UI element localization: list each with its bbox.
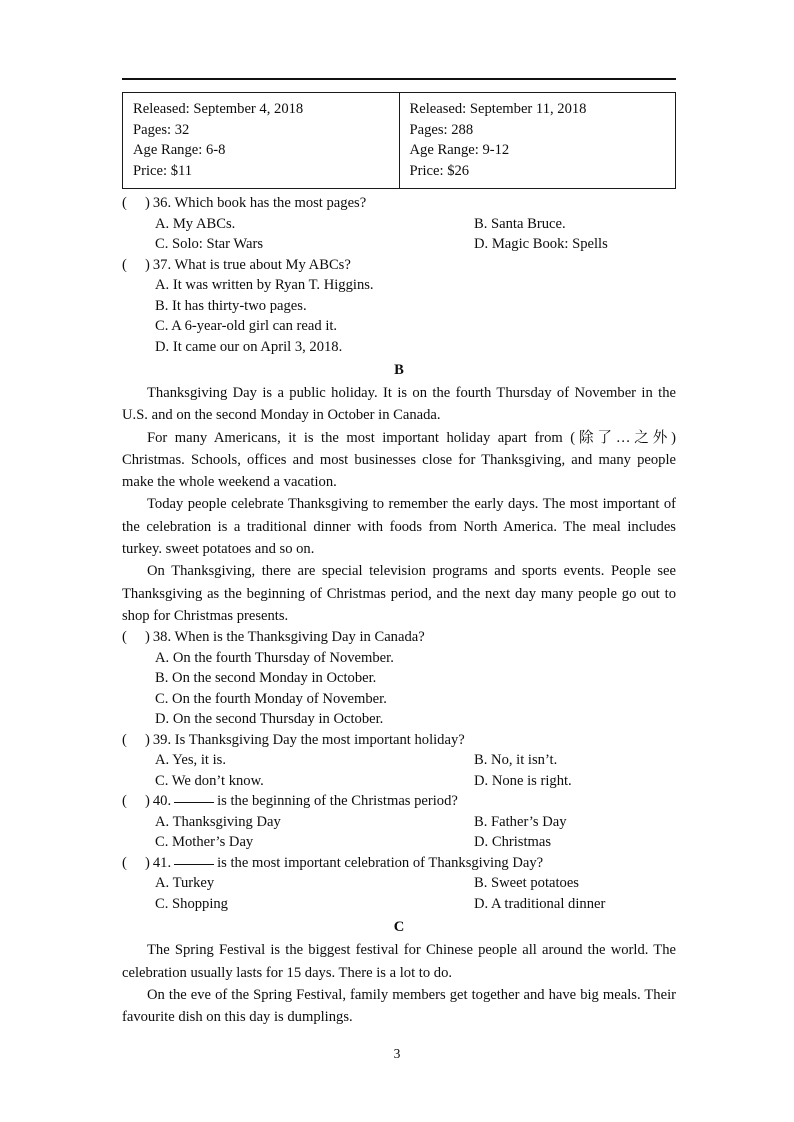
answer-bracket-open-37: ( [122,256,127,273]
question-37-option-c[interactable]: C. A 6-year-old girl can read it. [155,318,338,334]
question-36 [122,193,676,255]
question-39-option-a[interactable]: A. Yes, it is. [155,752,226,769]
question-36-option-d[interactable]: D. Magic Book: Spells [474,236,608,252]
question-38-option-b[interactable]: B. On the second Monday in October. [155,670,377,687]
question-40-blank[interactable] [174,791,214,803]
question-40-option-d[interactable]: D. Christmas [474,834,552,851]
book-info-table [122,92,676,189]
right-age-range: Age Range: 9-12 [409,142,510,158]
question-40-text: is the beginning of the Christmas period? [217,793,458,810]
question-37-stem [122,255,676,276]
question-36-text: Which book has the most pages? [174,195,367,211]
answer-bracket-open-38: ( [122,629,127,646]
answer-bracket-close-38: ) [145,629,150,646]
question-38 [122,627,676,730]
question-37 [122,255,676,358]
question-37-option-b[interactable]: B. It has thirty-two pages. [155,297,307,314]
question-40-option-a[interactable]: A. Thanksgiving Day [155,813,281,830]
question-38-options [122,648,676,730]
question-41-option-a[interactable]: A. Turkey [155,875,215,892]
question-41-text: is the most important celebration of Thanksgiving Day? [217,854,544,871]
answer-bracket-open-40: ( [122,793,127,810]
passage-c-paragraph-1: The Spring Festival is the biggest festival for Chinese people all around the world. The celebration usually lasts for 15 days. There is a lot to do. [122,942,676,981]
page-content [122,78,676,1028]
question-41-option-d[interactable]: D. A traditional dinner [474,895,606,912]
question-36-number: 36. [152,195,172,211]
passage-c-letter: C [393,919,405,936]
question-40-number: 40. [152,793,172,810]
question-41-option-b[interactable]: B. Sweet potatoes [474,875,579,892]
question-38-number: 38. [152,629,172,646]
header-rule [122,78,676,80]
question-40-option-b[interactable]: B. Father’s Day [474,813,567,830]
passage-c-paragraph-2: On the eve of the Spring Festival, family members get together and have big meals. Their favourite dish on this day is dumplings. [122,986,676,1026]
left-age-range: Age Range: 6-8 [133,142,226,158]
question-39-option-cd [122,771,676,792]
question-37-text: What is true about My ABCs? [174,256,351,273]
question-41-blank[interactable] [174,853,214,865]
question-39-option-ab [122,750,676,771]
question-36-options [122,214,676,255]
question-39-option-c[interactable]: C. We don’t know. [155,772,264,789]
question-37-options [122,275,676,357]
question-38-stem [122,627,676,648]
table-row [123,93,676,189]
question-41-options [122,873,676,914]
question-41-option-cd [122,894,676,915]
question-36-stem [122,193,676,214]
question-37-option-d[interactable]: D. It came our on April 3, 2018. [155,338,343,355]
answer-bracket-close-41: ) [145,854,150,871]
question-36-option-cd [122,234,676,255]
left-pages: Pages: 32 [133,121,190,138]
question-39-option-b[interactable]: B. No, it isn’t. [474,752,558,769]
answer-bracket-close-36: ) [145,195,150,211]
answer-bracket-close-39: ) [145,731,150,748]
book-cell-left [123,93,400,189]
question-39 [122,730,676,792]
question-39-options [122,750,676,791]
question-40-option-cd [122,832,676,853]
answer-bracket-open-39: ( [122,731,127,748]
question-38-option-d[interactable]: D. On the second Thursday in October. [155,711,384,728]
question-37-option-a[interactable]: A. It was written by Ryan T. Higgins. [155,277,374,293]
question-40-option-ab [122,812,676,833]
question-40-options [122,812,676,853]
question-36-option-b[interactable]: B. Santa Bruce. [474,215,566,232]
passage-b-paragraph-3: Today people celebrate Thanksgiving to remember the early days. The most important of the celebration is a traditional dinner with foods from North America. The meal includes turkey. sweet potatoes and so on. [122,496,676,558]
book-cell-right [399,93,676,189]
question-39-option-d[interactable]: D. None is right. [474,772,572,789]
question-36-option-c[interactable]: C. Solo: Star Wars [155,236,264,252]
question-40-option-c[interactable]: C. Mother’s Day [155,834,254,851]
question-39-number: 39. [152,731,172,748]
question-41-number: 41. [152,854,172,871]
question-38-option-c[interactable]: C. On the fourth Monday of November. [155,690,387,707]
question-40-stem [122,791,676,812]
answer-bracket-close-40: ) [145,793,150,810]
answer-bracket-open-41: ( [122,854,127,871]
answer-bracket-open-36: ( [122,195,127,211]
question-36-option-a[interactable]: A. My ABCs. [155,215,236,232]
left-released: Released: September 4, 2018 [133,101,304,117]
passage-b-paragraph-2: For many Americans, it is the most important holiday apart from (除了…之外) Christmas. Schools, offices and most businesses close for Thanksgiving, and many people make the whole weekend a vacation. [122,429,676,491]
question-36-option-ab [122,214,676,235]
right-released: Released: September 11, 2018 [409,101,587,117]
question-41-stem [122,853,676,874]
question-38-option-a[interactable]: A. On the fourth Thursday of November. [155,649,394,666]
page-number: 3 [393,1046,401,1061]
question-41 [122,853,676,915]
question-39-stem [122,730,676,751]
passage-b-paragraph-1: Thanksgiving Day is a public holiday. It is on the fourth Thursday of November in the U.S. and on the second Monday in October in Canada. [122,385,676,424]
question-38-text: When is the Thanksgiving Day in Canada? [174,629,425,646]
question-41-option-ab [122,873,676,894]
left-price: Price: $11 [133,162,193,179]
question-39-text: Is Thanksgiving Day the most important holiday? [174,731,465,748]
question-40 [122,791,676,853]
question-37-number: 37. [152,256,172,273]
passage-b-paragraph-4: On Thanksgiving, there are special television programs and sports events. People see Thanksgiving as the beginning of Christmas period, and the next day many people go out to shop for Christmas presents. [122,563,676,624]
answer-bracket-close-37: ) [145,256,150,273]
right-price: Price: $26 [409,162,470,179]
passage-b-letter: B [394,362,404,378]
question-41-option-c[interactable]: C. Shopping [155,895,228,912]
right-pages: Pages: 288 [409,121,474,138]
